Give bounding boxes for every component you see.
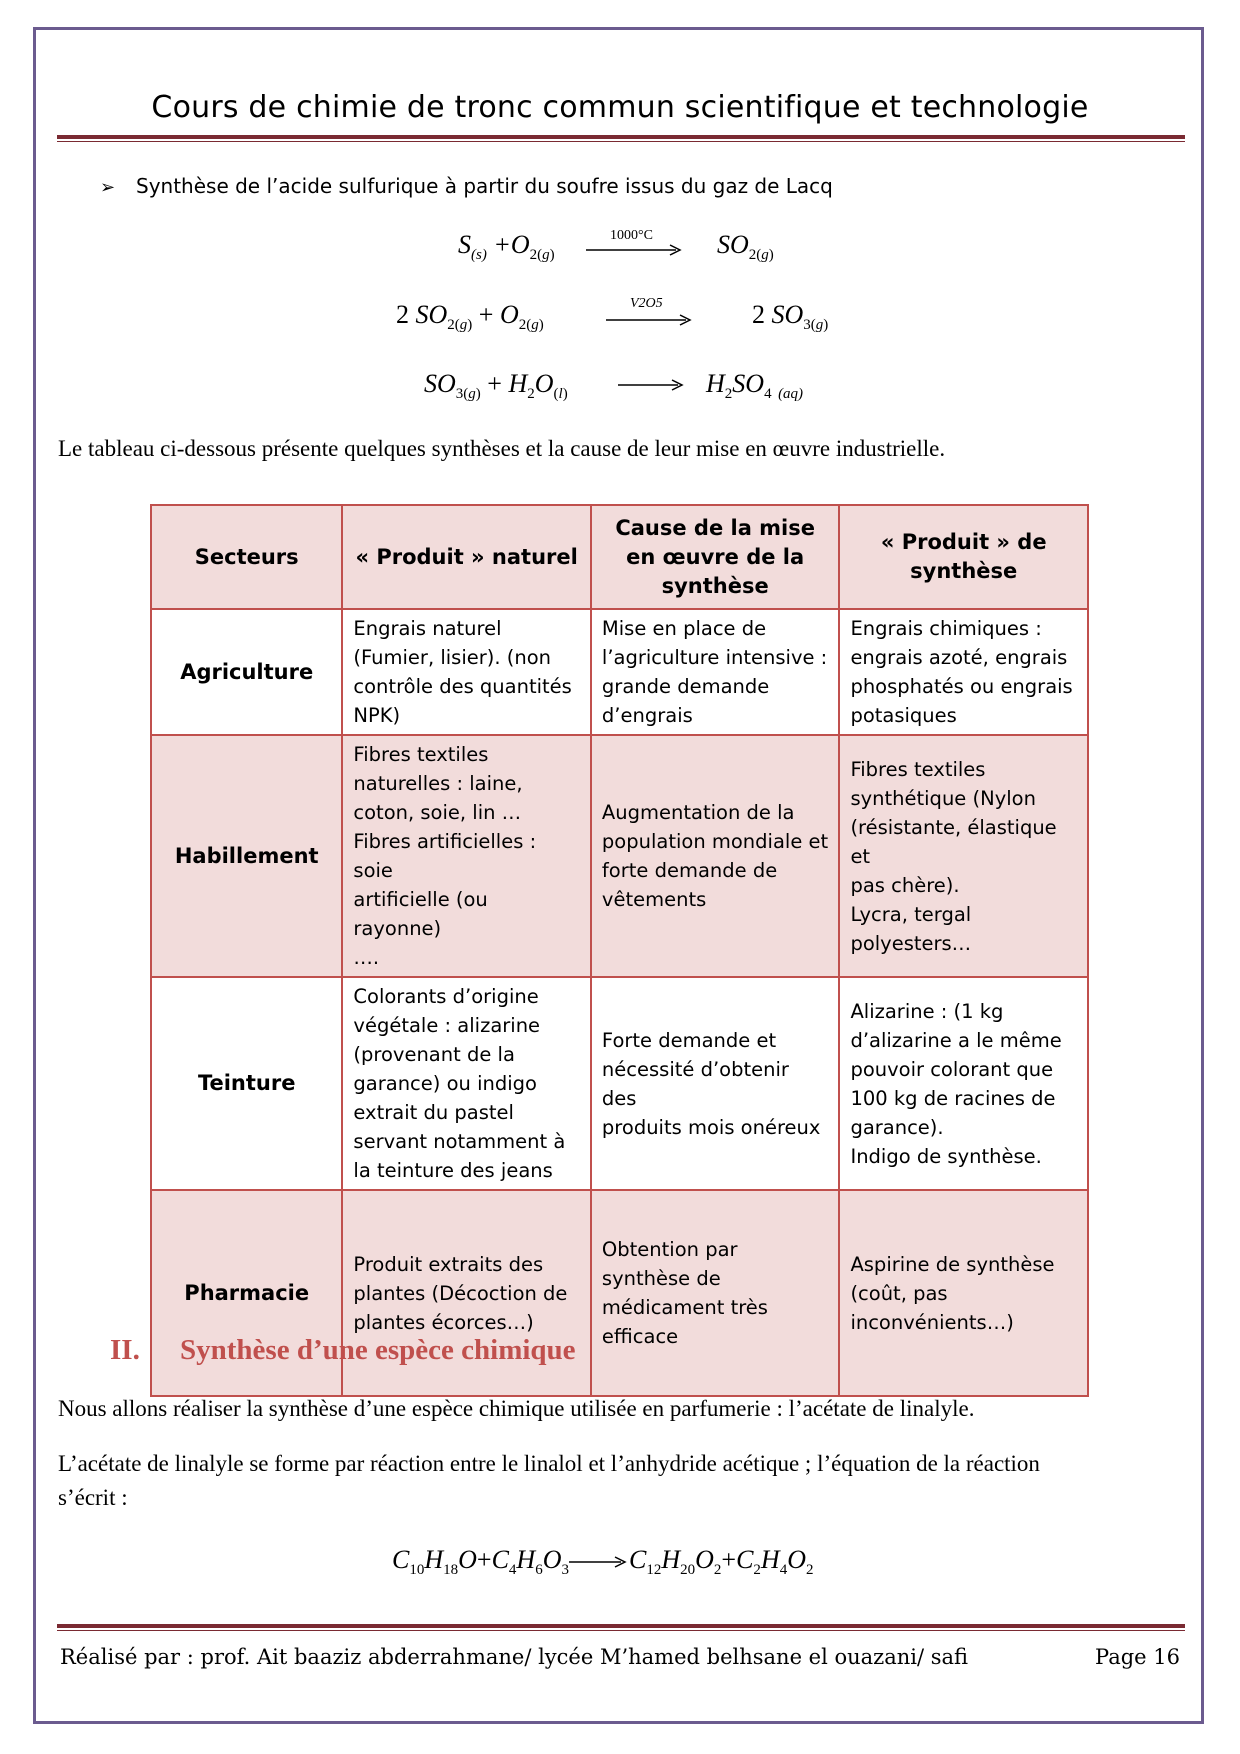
cell-line: Alizarine : (1 kg	[850, 999, 1004, 1023]
cell-line: (Fumier, lisier). (non	[353, 646, 552, 669]
header-sectors: Secteurs	[151, 505, 342, 609]
header-natural-product: « Produit » naturel	[342, 505, 591, 609]
cell-line: synthèse de	[601, 1267, 721, 1290]
table-cell-cause	[591, 735, 840, 977]
footer-credit: Réalisé par : prof. Ait baaziz abderrahmane/ lycée M’hamed belhsane el ouazani/ safi	[60, 1645, 969, 1669]
cell-line: plantes (Décoction de	[353, 1281, 568, 1305]
cell-line: d’alizarine a le même	[850, 1028, 1062, 1052]
cell-line: l’agriculture intensive :	[601, 646, 828, 669]
table-row	[151, 977, 1088, 1190]
eq2-arrow-icon	[604, 302, 694, 332]
table-cell-natural	[342, 609, 591, 735]
paragraph-2-line-2: s’écrit :	[58, 1485, 128, 1510]
cell-line: Engrais chimiques :	[850, 617, 1042, 640]
cell-line: NPK)	[353, 704, 401, 727]
cell-line: nécessité d’obtenir des	[601, 1057, 789, 1110]
cell-line: Fibres textiles	[353, 743, 489, 766]
eq1-condition: 1000°C	[610, 228, 653, 243]
cell-line: engrais azoté, engrais	[850, 646, 1068, 669]
cell-line: artificielle (ou rayonne)	[353, 888, 488, 940]
eq3-reactants: $SO_{3(g)} + H_2O_{(l)}$	[424, 369, 568, 403]
cell-line: Mise en place de	[601, 617, 767, 640]
cell-line: ….	[353, 946, 380, 969]
cell-line: synthétique (Nylon	[850, 786, 1036, 810]
cell-line: Engrais naturel	[353, 617, 502, 640]
table-header-row	[151, 505, 1088, 609]
cell-line: Forte demande et	[601, 1028, 777, 1052]
cell-line: polyesters…	[850, 931, 972, 955]
cell-line: extrait du pastel	[353, 1101, 514, 1124]
table-cell-cause	[591, 1190, 840, 1396]
bullet-arrow-icon: ➢	[100, 177, 116, 198]
cell-line: coton, soie, lin …	[353, 801, 522, 824]
paragraph-1: Nous allons réaliser la synthèse d’une espèce chimique utilisée en parfumerie : l’acétate de linalyle.	[58, 1396, 975, 1421]
section-number: II.	[110, 1334, 140, 1366]
table-cell-natural	[342, 735, 591, 977]
header-synthetic-product: « Produit » de synthèse	[839, 505, 1088, 609]
cell-line: médicament très	[601, 1296, 768, 1319]
cell-line: d’engrais	[601, 704, 693, 727]
cell-line: naturelles : laine,	[353, 772, 523, 795]
cell-line: Indigo de synthèse.	[850, 1144, 1042, 1168]
cell-line: contrôle des quantités	[353, 675, 572, 698]
cell-line: vêtements	[601, 888, 707, 911]
bullet-item	[100, 174, 833, 198]
cell-line: (provenant de la	[353, 1043, 515, 1066]
cell-line: produits mois onéreux	[601, 1115, 821, 1139]
table-cell-sector: Habillement	[151, 735, 342, 977]
eq2-reactants: 2 $SO_{2(g)} + O_{2(g)}$	[396, 300, 544, 334]
cell-line: Obtention par	[601, 1238, 738, 1261]
section-title-text: Synthèse d’une espèce chimique	[180, 1334, 576, 1366]
table-cell-synthetic	[839, 735, 1088, 977]
page-number: Page 16	[1095, 1645, 1180, 1669]
section-heading	[110, 1334, 576, 1367]
table-cell-synthetic	[839, 609, 1088, 735]
footer-rule-thick	[57, 1624, 1185, 1628]
cell-line: Fibres textiles	[850, 757, 986, 781]
cell-line: Colorants d’origine	[353, 985, 539, 1008]
eq3-product: $H_2SO_4$ $_{(aq)}$	[706, 369, 804, 403]
bullet-text: Synthèse de l’acide sulfurique à partir du soufre issus du gaz de Lacq	[136, 174, 833, 198]
eq3-arrow-icon	[616, 370, 686, 400]
final-equation: $C_{10}H_{18}O+C_4H_6O_3$ $C_{12}H_{20}O_2+C_2H_4O_2$	[392, 1545, 814, 1579]
cell-line: plantes écorces…)	[353, 1310, 534, 1334]
table-cell-sector: Pharmacie	[151, 1190, 342, 1396]
table-cell-synthetic	[839, 977, 1088, 1190]
cell-line: pas chère).	[850, 873, 960, 897]
table-cell-synthetic	[839, 1190, 1088, 1396]
cell-line: efficace	[601, 1325, 679, 1348]
table-row	[151, 735, 1088, 977]
page-header-title: Cours de chimie de tronc commun scientifique et technologie	[151, 90, 1089, 125]
eq2-catalyst: V2O5	[630, 296, 663, 311]
cell-line: la teinture des jeans	[353, 1159, 553, 1182]
cell-line: Fibres artificielles : soie	[353, 830, 537, 882]
cell-line: population mondiale et	[601, 830, 829, 853]
footer-rule-thin	[57, 1630, 1185, 1631]
cell-line: Aspirine de synthèse	[850, 1252, 1055, 1276]
table-row	[151, 609, 1088, 735]
cell-line: inconvénients…)	[850, 1310, 1014, 1334]
cell-line: Lycra, tergal	[850, 902, 972, 926]
eq1-arrow-icon	[584, 234, 684, 264]
cell-line: (résistante, élastique et	[850, 815, 1057, 868]
eq1-reactants: $S_{(s)} +O_{2(g)}$	[458, 230, 555, 264]
header-rule-thin	[57, 141, 1185, 142]
table-cell-sector: Agriculture	[151, 609, 342, 735]
cell-line: garance).	[850, 1115, 944, 1139]
cell-line: garance) ou indigo	[353, 1072, 537, 1095]
cell-line: Augmentation de la	[601, 801, 795, 824]
cell-line: pouvoir colorant que	[850, 1057, 1054, 1081]
synthesis-table	[150, 504, 1089, 1397]
cell-line: potasiques	[850, 704, 957, 727]
table-cell-sector: Teinture	[151, 977, 342, 1190]
paragraph-2-line-1: L’acétate de linalyle se forme par réaction entre le linalol et l’anhydride acétique ; l’équation de la réaction	[58, 1451, 1040, 1476]
cell-line: 100 kg de racines de	[850, 1086, 1056, 1110]
cell-line: servant notamment à	[353, 1130, 566, 1153]
table-cell-natural	[342, 977, 591, 1190]
intro-paragraph: Le tableau ci-dessous présente quelques synthèses et la cause de leur mise en œuvre industrielle.	[58, 436, 946, 461]
header-cause: Cause de la mise en œuvre de la synthèse	[591, 505, 840, 609]
cell-line: (coût, pas	[850, 1281, 948, 1305]
eq1-product: $SO_{2(g)}$	[717, 230, 774, 264]
cell-line: végétale : alizarine	[353, 1014, 541, 1037]
cell-line: forte demande de	[601, 859, 778, 882]
table-cell-cause	[591, 609, 840, 735]
eq2-product: 2 $SO_{3(g)}$	[752, 300, 829, 334]
final-equation-arrow-icon	[569, 1552, 629, 1572]
cell-line: grande demande	[601, 675, 770, 698]
table-cell-cause	[591, 977, 840, 1190]
header-rule-thick	[57, 135, 1185, 139]
cell-line: Produit extraits des	[353, 1252, 544, 1276]
cell-line: phosphatés ou engrais	[850, 675, 1073, 698]
